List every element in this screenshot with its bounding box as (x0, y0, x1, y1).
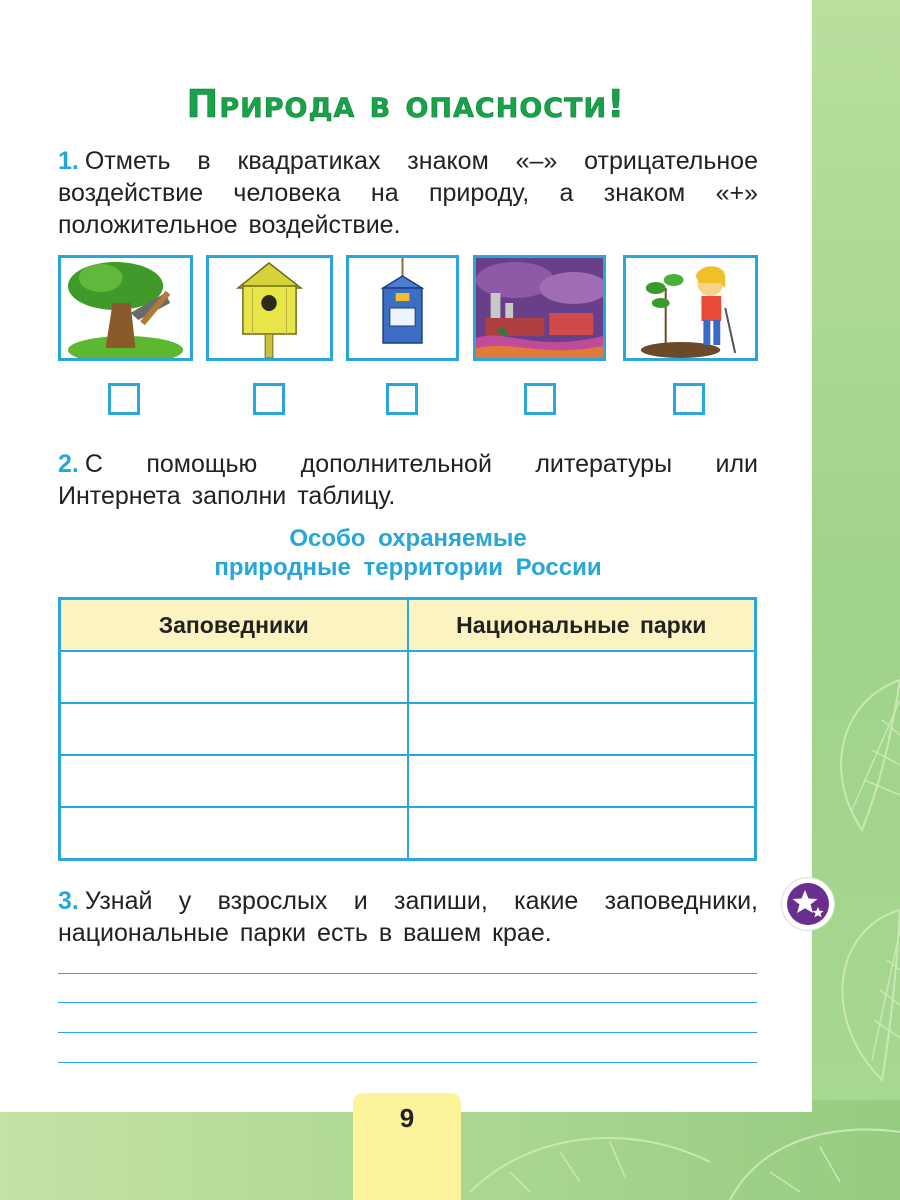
task-2-text: С помощью дополнительной литературы или Интернета заполни таблицу. (58, 450, 758, 510)
table-cell[interactable] (408, 807, 756, 860)
table-cell[interactable] (60, 703, 408, 755)
table-row (60, 807, 756, 860)
task-2-number: 2. (58, 450, 79, 478)
table-cell[interactable] (60, 755, 408, 807)
column-header-reserves: Заповедники (60, 599, 408, 652)
girl-planting-tree-icon (623, 255, 758, 361)
table-cell[interactable] (408, 703, 756, 755)
page-title: Природа в опасности! (186, 82, 626, 126)
stars-icon (787, 883, 829, 925)
task-2 (58, 448, 758, 512)
table-title-line-2: природные территории России (214, 554, 602, 581)
table-header-row (60, 599, 756, 652)
page-number-box (353, 1093, 461, 1200)
checkbox-3[interactable] (386, 383, 418, 415)
table-row (60, 651, 756, 703)
task-3 (58, 885, 758, 949)
column-header-national-parks: Национальные парки (408, 599, 756, 652)
answer-line[interactable] (58, 1032, 757, 1033)
task-1-number: 1. (58, 147, 79, 175)
checkbox-4[interactable] (524, 383, 556, 415)
checkbox-5[interactable] (673, 383, 705, 415)
pictures-row (58, 255, 758, 420)
table-cell[interactable] (60, 651, 408, 703)
answer-line[interactable] (58, 1002, 757, 1003)
checkbox-1[interactable] (108, 383, 140, 415)
bird-feeder-icon (346, 255, 459, 361)
protected-areas-table (58, 597, 757, 861)
table-row (60, 703, 756, 755)
factory-pollution-icon (473, 255, 606, 361)
tree-axe-icon (58, 255, 193, 361)
checkbox-2[interactable] (253, 383, 285, 415)
task-3-text: Узнай у взрослых и запиши, какие заповедники, национальные парки есть в вашем крае. (58, 887, 758, 947)
answer-line[interactable] (58, 1062, 757, 1063)
stars-badge (782, 878, 834, 930)
page-number: 9 (399, 1103, 415, 1133)
table-cell[interactable] (408, 651, 756, 703)
table-cell[interactable] (60, 807, 408, 860)
table-cell[interactable] (408, 755, 756, 807)
table-title-line-1: Особо охраняемые (289, 525, 527, 552)
table-row (60, 755, 756, 807)
task-1-text: Отметь в квадратиках знаком «–» отрицательное воздействие человека на природу, а знаком «+» положительное воздействие. (58, 147, 758, 239)
task-1 (58, 145, 758, 241)
answer-line[interactable] (58, 973, 757, 974)
birdhouse-icon (206, 255, 333, 361)
task-3-number: 3. (58, 887, 79, 915)
